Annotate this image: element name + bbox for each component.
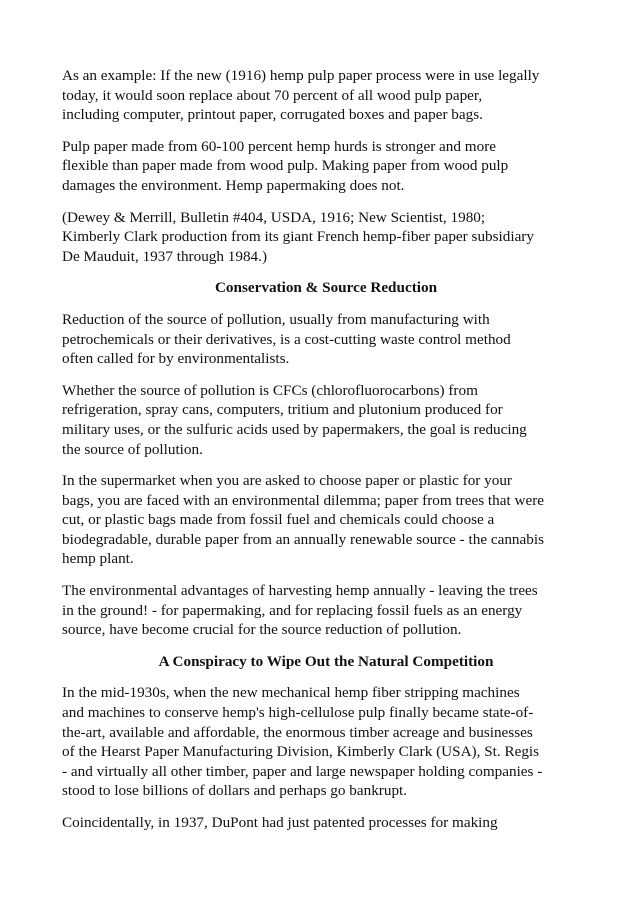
section-heading-conspiracy bbox=[62, 652, 590, 672]
text-line: military uses, or the sulfuric acids used by papermakers, the goal is reducing bbox=[62, 420, 527, 438]
text-line: stood to lose billions of dollars and perhaps go bankrupt. bbox=[62, 782, 408, 800]
paragraph-environmental-advantages bbox=[62, 581, 590, 640]
text-line: the source of pollution. bbox=[62, 440, 203, 458]
text-line: hemp plant. bbox=[62, 550, 134, 568]
text-line: the-art, available and affordable, the enormous timber acreage and businesses bbox=[62, 723, 533, 741]
text-line: Whether the source of pollution is CFCs (chlorofluorocarbons) from bbox=[62, 381, 478, 399]
text-line: source, have become crucial for the source reduction of pollution. bbox=[62, 621, 462, 639]
paragraph-source-reduction bbox=[62, 310, 590, 369]
text-line: Reduction of the source of pollution, usually from manufacturing with bbox=[62, 310, 490, 328]
text-line: petrochemicals or their derivatives, is a cost-cutting waste control method bbox=[62, 330, 511, 348]
paragraph-pulp-paper-strength bbox=[62, 137, 590, 196]
section-heading-conservation bbox=[62, 278, 590, 298]
text-line: Pulp paper made from 60-100 percent hemp hurds is stronger and more bbox=[62, 137, 496, 155]
paragraph-supermarket-dilemma bbox=[62, 471, 590, 569]
text-line: In the mid-1930s, when the new mechanical hemp fiber stripping machines bbox=[62, 684, 520, 702]
text-line: and machines to conserve hemp's high-cellulose pulp finally became state-of- bbox=[62, 704, 534, 722]
text-line: As an example: If the new (1916) hemp pulp paper process were in use legally bbox=[62, 67, 540, 84]
text-line: today, it would soon replace about 70 percent of all wood pulp paper, bbox=[62, 86, 483, 104]
text-line: of the Hearst Paper Manufacturing Division, Kimberly Clark (USA), St. Regis bbox=[62, 743, 540, 761]
text-line: bags, you are faced with an environmental dilemma; paper from trees that were bbox=[62, 491, 545, 509]
text-line: The environmental advantages of harvesting hemp annually - leaving the trees bbox=[62, 582, 538, 600]
text-line: Kimberly Clark production from its giant French hemp-fiber paper subsidiary bbox=[62, 228, 534, 246]
text-line: refrigeration, spray cans, computers, tritium and plutonium produced for bbox=[62, 401, 503, 419]
text-line: De Mauduit, 1937 through 1984.) bbox=[62, 247, 268, 265]
paragraph-mid-1930s bbox=[62, 683, 590, 801]
document-page bbox=[62, 66, 590, 845]
text-line: Coincidentally, in 1937, DuPont had just patented processes for making bbox=[62, 814, 498, 831]
text-line: (Dewey & Merrill, Bulletin #404, USDA, 1916; New Scientist, 1980; bbox=[62, 208, 486, 226]
text-line: biodegradable, durable paper from an annually renewable source - the cannabis bbox=[62, 530, 544, 548]
text-line: - and virtually all other timber, paper and large newspaper holding companies - bbox=[62, 762, 543, 780]
text-line: including computer, printout paper, corrugated boxes and paper bags. bbox=[62, 106, 483, 124]
paragraph-citation bbox=[62, 208, 590, 267]
paragraph-hemp-pulp-example bbox=[62, 66, 590, 125]
text-line: in the ground! - for papermaking, and for replacing fossil fuels as an energy bbox=[62, 601, 523, 619]
paragraph-dupont-patents bbox=[62, 813, 590, 833]
heading-text: Conservation & Source Reduction bbox=[214, 279, 438, 297]
text-line: damages the environment. Hemp papermaking does not. bbox=[62, 176, 405, 194]
text-line: often called for by environmentalists. bbox=[62, 350, 290, 368]
text-line: cut, or plastic bags made from fossil fuel and chemicals could choose a bbox=[62, 511, 495, 529]
heading-text: A Conspiracy to Wipe Out the Natural Competition bbox=[158, 652, 494, 670]
text-line: In the supermarket when you are asked to choose paper or plastic for your bbox=[62, 472, 512, 490]
text-line: flexible than paper made from wood pulp. Making paper from wood pulp bbox=[62, 157, 509, 175]
paragraph-pollution-sources bbox=[62, 381, 590, 459]
